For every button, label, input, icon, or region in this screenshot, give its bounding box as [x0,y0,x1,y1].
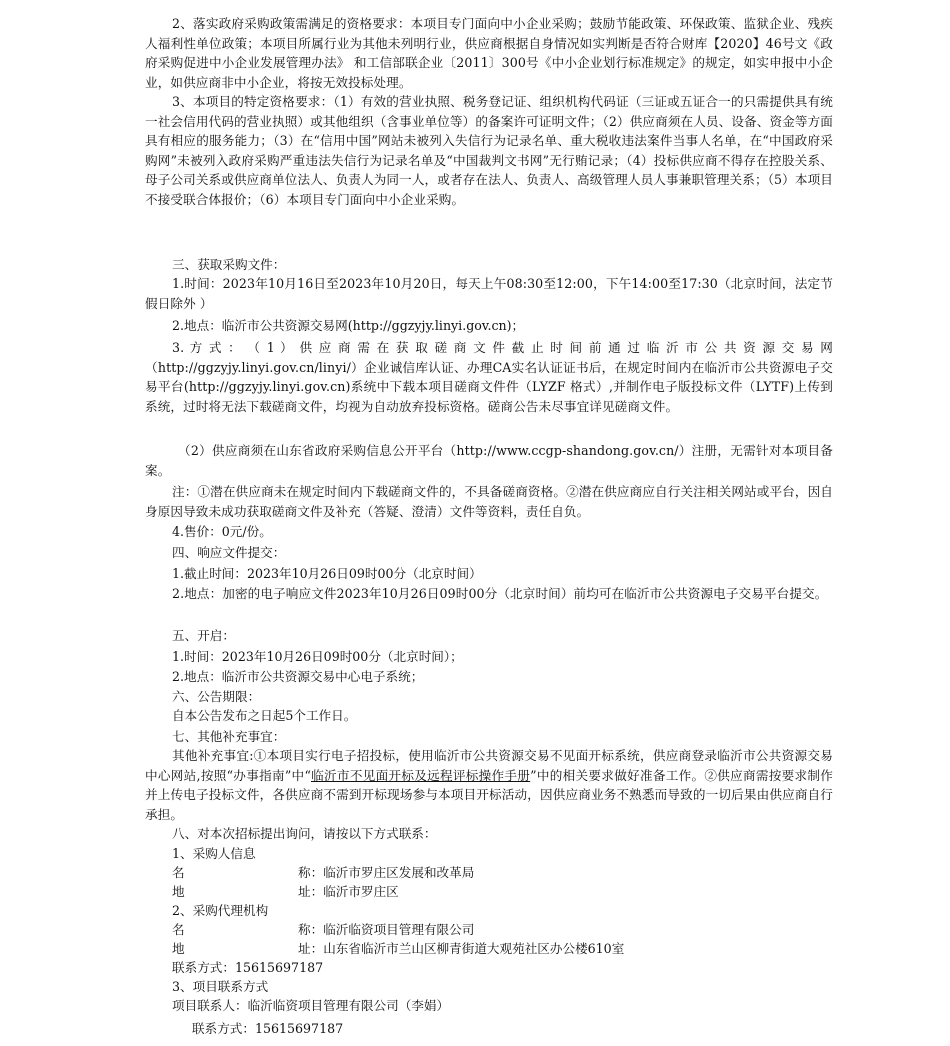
buyer-address-label: 地 [172,884,185,899]
obtain-note: 注：①潜在供应商未在规定时间内下载磋商文件的，不具备磋商资格。②潜在供应商应自行关注相关网站或平台，因自身原因导致未成功获取磋商文件及补充（答疑、澄清）文件等资料，责任自负。 [145,484,833,519]
agent-name-label: 名 [172,922,185,937]
agent-phone: 联系方式：15615697187 [172,960,324,975]
buyer-address-value: 址：临沂市罗庄区 [298,884,399,899]
section-open-heading: 五、开启： [172,628,235,643]
agent-address-value: 址：山东省临沂市兰山区柳青街道大观苑社区办公楼610室 [298,941,625,956]
agent-name-value: 称：临沂临资项目管理有限公司 [298,922,475,937]
section-period-heading: 六、公告期限： [172,689,261,704]
obtain-price: 4.售价：0元/份。 [172,524,272,539]
period-text: 自本公告发布之日起5个工作日。 [172,708,357,723]
agent-heading: 2、采购代理机构 [172,903,269,918]
obtain-place: 2.地点：临沂市公共资源交易网(http://ggzyjy.linyi.gov.cn)； [172,318,525,333]
project-contact-person: 项目联系人：临沂临资项目管理有限公司（李娟） [172,998,450,1013]
open-time: 1.时间：2023年10月26日09时00分（北京时间）； [172,649,463,664]
section-submit-heading: 四、响应文件提交： [172,545,286,560]
other-text-before: 其他补充事宜:①本项目实行电子招投标，使用临沂市公共资源交易不见面开标系统，供应商登录临沂市公共资源交易中心网站,按照“办事指南”中“ [145,748,833,783]
buyer-address-row [172,882,399,902]
section-contact-heading: 八、对本次招标提出询问，请按以下方式联系： [172,826,437,841]
submit-deadline: 1.截止时间：2023年10月26日09时00分（北京时间） [172,566,482,581]
open-place: 2.地点：临沂市公共资源交易中心电子系统； [172,669,424,684]
submit-place: 2.地点：加密的电子响应文件2023年10月26日09时00分（北京时间）前均可在临沂市公共资源电子交易平台提交。 [172,586,828,601]
buyer-name-label: 名 [172,865,185,880]
qualification-policy-paragraph: 2、落实政府采购政策需满足的资格要求：本项目专门面向中小企业采购；鼓励节能政策、环保政策、监狱企业、残疾人福利性单位政策；本项目所属行业为其他未列明行业，供应商根据自身情况如实判断是否符合财库【2020】46号文《政府采购促进中小企业发展管理办法》 和工信部联企业〔2011〕300号《中小企业划行标准规定》的规定，如实申报中小企业，如供应商非中小企业，将按无效投标处理。 [145,16,833,90]
agent-address-row [172,939,624,959]
operation-manual-link[interactable]: 临沂市不见面开标及远程评标操作手册 [310,767,531,783]
obtain-method: 3. 方 式 ： （ 1 ） 供 应 商 需 在 获 取 磋 商 文 件 截 止 时 间 前 通 过 临 沂 市 公 共 资 源 交 易 网 （http://ggzyjy.linyi.gov.cn/linyi/）企业诚信库认证、办理CA实名认证证书后，在规定时间内在临沂市公共资源电子交易平台(http://ggzyjy.linyi.gov.cn)系统中下载本项目磋商文件件（LYZF 格式）,并制作电子版投标文件（LYTF)上传到系统，过时将无法下载磋商文件，均视为自动放弃投标资格。磋商公告未尽事宜详见磋商文件。 [145,340,833,414]
other-text-after: ”中的相关要求做好准备工作。②供应商需按要求制作并上传电子投标文件，各供应商不需到开标现场参与本项目开标活动，因供应商业务不熟悉而导致的一切后果由供应商自行承担。 [145,767,833,822]
obtain-time: 1.时间：2023年10月16日至2023年10月20日，每天上午08:30至12:00，下午14:00至17:30（北京时间，法定节假日除外 ） [145,276,833,311]
obtain-method-2: （2）供应商须在山东省政府采购信息公开平台（http://www.ccgp-shandong.gov.cn/）注册，无需针对本项目备案。 [145,443,833,478]
agent-name-row [172,920,474,940]
buyer-name-value: 称：临沂市罗庄区发展和改革局 [298,865,475,880]
buyer-heading: 1、采购人信息 [172,846,256,861]
project-contact-phone: 联系方式：15615697187 [192,1021,344,1036]
specific-qualification-paragraph: 3、本项目的特定资格要求：（1）有效的营业执照、税务登记证、组织机构代码证（三证或五证合一的只需提供具有统一社会信用代码的营业执照）或其他组织（含事业单位等）的备案许可证明文件；（2）供应商须在人员、设备、资金等方面具有相应的服务能力；（3）在“信用中国”网站未被列入失信行为记录名单、重大税收违法案件当事人名单，在“中国政府采购网”未被列入政府采购严重违法失信行为记录名单及“中国裁判文书网”无行贿记录；（4）投标供应商不得存在控股关系、母子公司关系或供应商单位法人、负责人为同一人，或者存在法人、负责人、高级管理人员人事兼职管理关系；（5）本项目不接受联合体报价；（6）本项目专门面向中小企业采购。 [145,94,833,207]
buyer-name-row [172,863,474,883]
section-obtain-heading: 三、获取采购文件： [172,257,286,272]
other-paragraph [145,746,833,824]
agent-address-label: 地 [172,941,185,956]
project-contact-heading: 3、项目联系方式 [172,979,269,994]
section-other-heading: 七、其他补充事宜： [172,729,286,744]
